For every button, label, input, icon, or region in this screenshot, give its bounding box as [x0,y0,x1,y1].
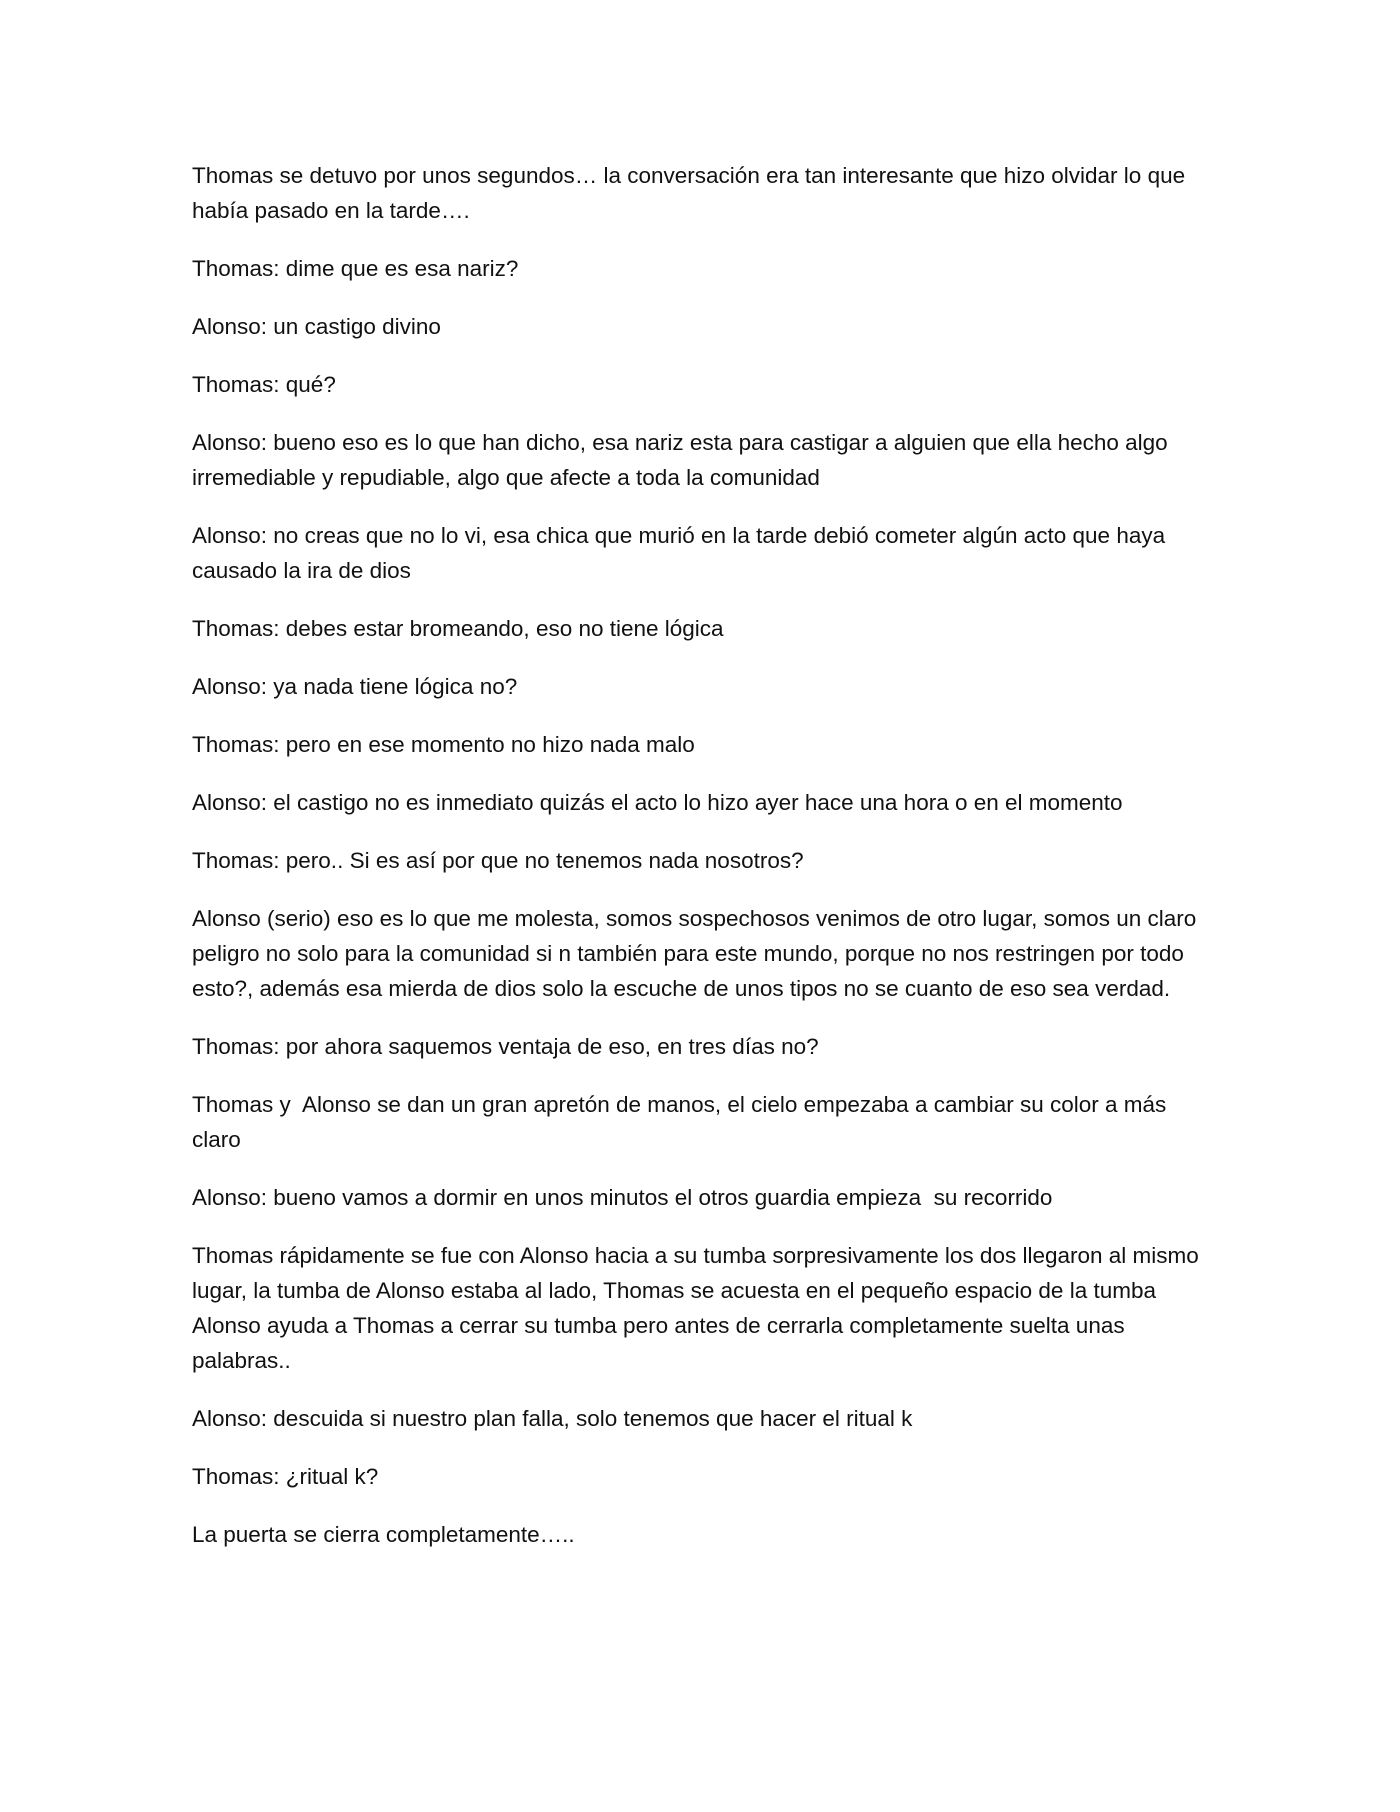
paragraph-narration-1: Thomas se detuvo por unos segundos… la conversación era tan interesante que hizo olvidar lo que había pasado en la tarde…. [192,163,1192,223]
paragraph-dialogue-alonso-6: Alonso (serio) eso es lo que me molesta, somos sospechosos venimos de otro lugar, somos un claro peligro no solo para la comunidad si n también para este mundo, porque no nos restringen por todo esto?, además esa mierda de dios solo la escuche de unos tipos no se cuanto de eso sea verdad. [192,906,1203,1001]
paragraph-dialogue-thomas-6: Thomas: por ahora saquemos ventaja de eso, en tres días no? [192,1034,819,1059]
paragraph-dialogue-alonso-7: Alonso: bueno vamos a dormir en unos minutos el otros guardia empieza su recorrido [192,1185,1053,1210]
paragraph-dialogue-alonso-2: Alonso: bueno eso es lo que han dicho, esa nariz esta para castigar a alguien que ella hecho algo irremediable y repudiable, algo que afecte a toda la comunidad [192,430,1174,490]
paragraph-dialogue-alonso-8: Alonso: descuida si nuestro plan falla, solo tenemos que hacer el ritual k [192,1406,913,1431]
paragraph-dialogue-thomas-5: Thomas: pero.. Si es así por que no tenemos nada nosotros? [192,848,804,873]
paragraph-dialogue-alonso-1: Alonso: un castigo divino [192,314,441,339]
document-body [192,158,1212,1575]
paragraph-narration-2: Thomas y Alonso se dan un gran apretón de manos, el cielo empezaba a cambiar su color a más claro [192,1092,1173,1152]
paragraph-narration-3: Thomas rápidamente se fue con Alonso hacia a su tumba sorpresivamente los dos llegaron al mismo lugar, la tumba de Alonso estaba al lado, Thomas se acuesta en el pequeño espacio de la tumba Alonso ayuda a Thomas a cerrar su tumba pero antes de cerrarla completamente suelta unas palabras.. [192,1243,1206,1373]
paragraph-narration-4: La puerta se cierra completamente….. [192,1522,575,1547]
paragraph-dialogue-thomas-3: Thomas: debes estar bromeando, eso no tiene lógica [192,616,724,641]
paragraph-dialogue-alonso-3: Alonso: no creas que no lo vi, esa chica que murió en la tarde debió cometer algún acto que haya causado la ira de dios [192,523,1172,583]
paragraph-dialogue-thomas-1: Thomas: dime que es esa nariz? [192,256,519,281]
paragraph-dialogue-thomas-2: Thomas: qué? [192,372,336,397]
paragraph-dialogue-thomas-4: Thomas: pero en ese momento no hizo nada malo [192,732,695,757]
paragraph-dialogue-alonso-4: Alonso: ya nada tiene lógica no? [192,674,518,699]
paragraph-dialogue-alonso-5: Alonso: el castigo no es inmediato quizás el acto lo hizo ayer hace una hora o en el momento [192,790,1123,815]
paragraph-dialogue-thomas-7: Thomas: ¿ritual k? [192,1464,379,1489]
